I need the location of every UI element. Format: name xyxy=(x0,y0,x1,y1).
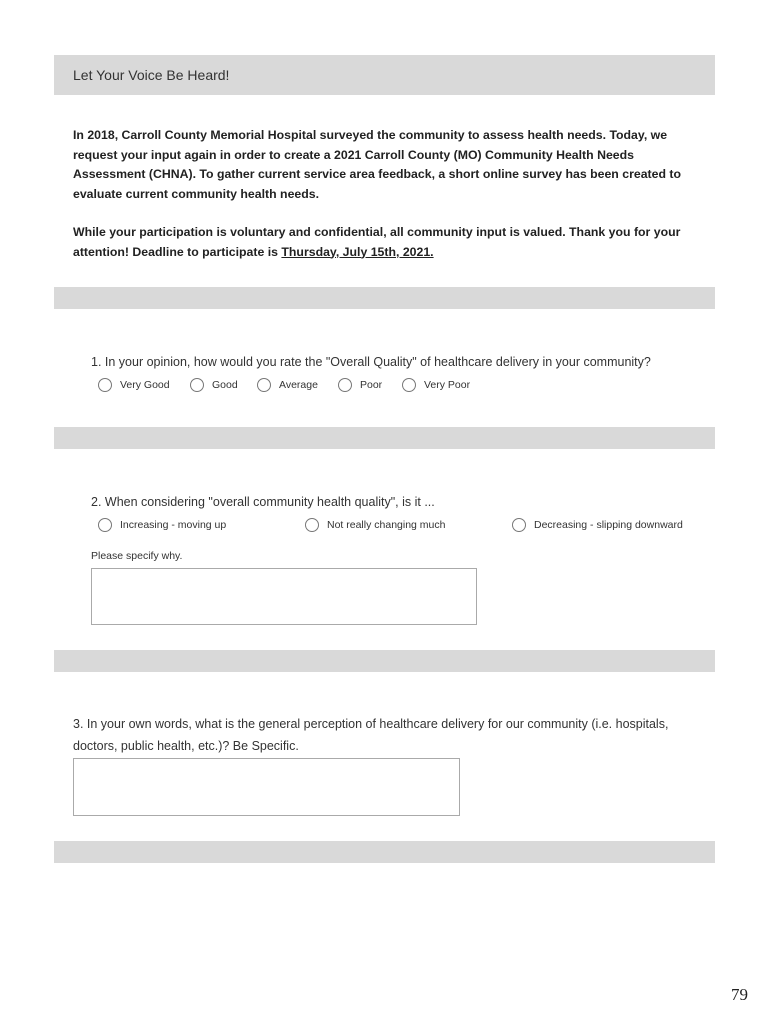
intro-paragraph-1 xyxy=(73,126,703,204)
q3-answer-textarea[interactable] xyxy=(73,758,460,816)
radio-circle-icon[interactable] xyxy=(402,378,416,392)
q1-option-very-poor[interactable] xyxy=(402,378,470,392)
page-number: 79 xyxy=(731,985,748,1004)
radio-circle-icon[interactable] xyxy=(98,518,112,532)
option-label: Increasing - moving up xyxy=(120,519,227,531)
radio-circle-icon[interactable] xyxy=(512,518,526,532)
question-3-text: 3. In your own words, what is the general perception of healthcare delivery for our community (i.e. hospitals, doctors, public health, etc.)? Be Specific. xyxy=(73,717,669,753)
section-title: Let Your Voice Be Heard! xyxy=(73,67,230,83)
option-label: Not really changing much xyxy=(327,519,446,531)
intro-text-2 xyxy=(73,223,703,262)
q1-option-poor[interactable] xyxy=(338,378,382,392)
q2-option-decreasing[interactable] xyxy=(512,518,683,532)
radio-circle-icon[interactable] xyxy=(305,518,319,532)
section-divider xyxy=(54,427,715,449)
question-2-text: 2. When considering "overall community health quality", is it ... xyxy=(91,495,435,509)
intro-paragraph-2 xyxy=(73,223,703,262)
option-label: Very Poor xyxy=(424,379,471,391)
option-label: Decreasing - slipping downward xyxy=(534,519,683,531)
intro-text-2-body: While your participation is voluntary and confidential, all community input is valued. Thank you for your attention! Deadline to participate is xyxy=(73,225,681,259)
radio-circle-icon[interactable] xyxy=(190,378,204,392)
section-divider xyxy=(54,287,715,309)
radio-circle-icon[interactable] xyxy=(98,378,112,392)
q2-option-increasing[interactable] xyxy=(98,518,226,532)
option-label: Very Good xyxy=(120,379,170,391)
q1-option-very-good[interactable] xyxy=(98,378,170,392)
q2-option-not-changing[interactable] xyxy=(305,518,445,532)
section-divider xyxy=(54,841,715,863)
q1-option-good[interactable] xyxy=(190,378,238,392)
q2-specify-label: Please specify why. xyxy=(91,550,183,562)
option-label: Poor xyxy=(360,379,383,391)
radio-circle-icon[interactable] xyxy=(338,378,352,392)
section-header xyxy=(54,55,715,95)
intro-text-1: In 2018, Carroll County Memorial Hospital surveyed the community to assess health needs. Today, we request your input again in order to create a 2021 Carroll County (MO) Community Health Needs Assessment (CHNA). To gather current service area feedback, a short online survey has been created to evaluate current community health needs. xyxy=(73,128,681,201)
option-label: Good xyxy=(212,379,238,391)
section-divider xyxy=(54,650,715,672)
q1-option-average[interactable] xyxy=(257,378,318,392)
q2-specify-textarea[interactable] xyxy=(91,568,477,625)
option-label: Average xyxy=(279,379,318,391)
radio-circle-icon[interactable] xyxy=(257,378,271,392)
question-1-text: 1. In your opinion, how would you rate the "Overall Quality" of healthcare delivery in your community? xyxy=(91,355,651,369)
deadline-date: Thursday, July 15th, 2021. xyxy=(281,244,434,259)
